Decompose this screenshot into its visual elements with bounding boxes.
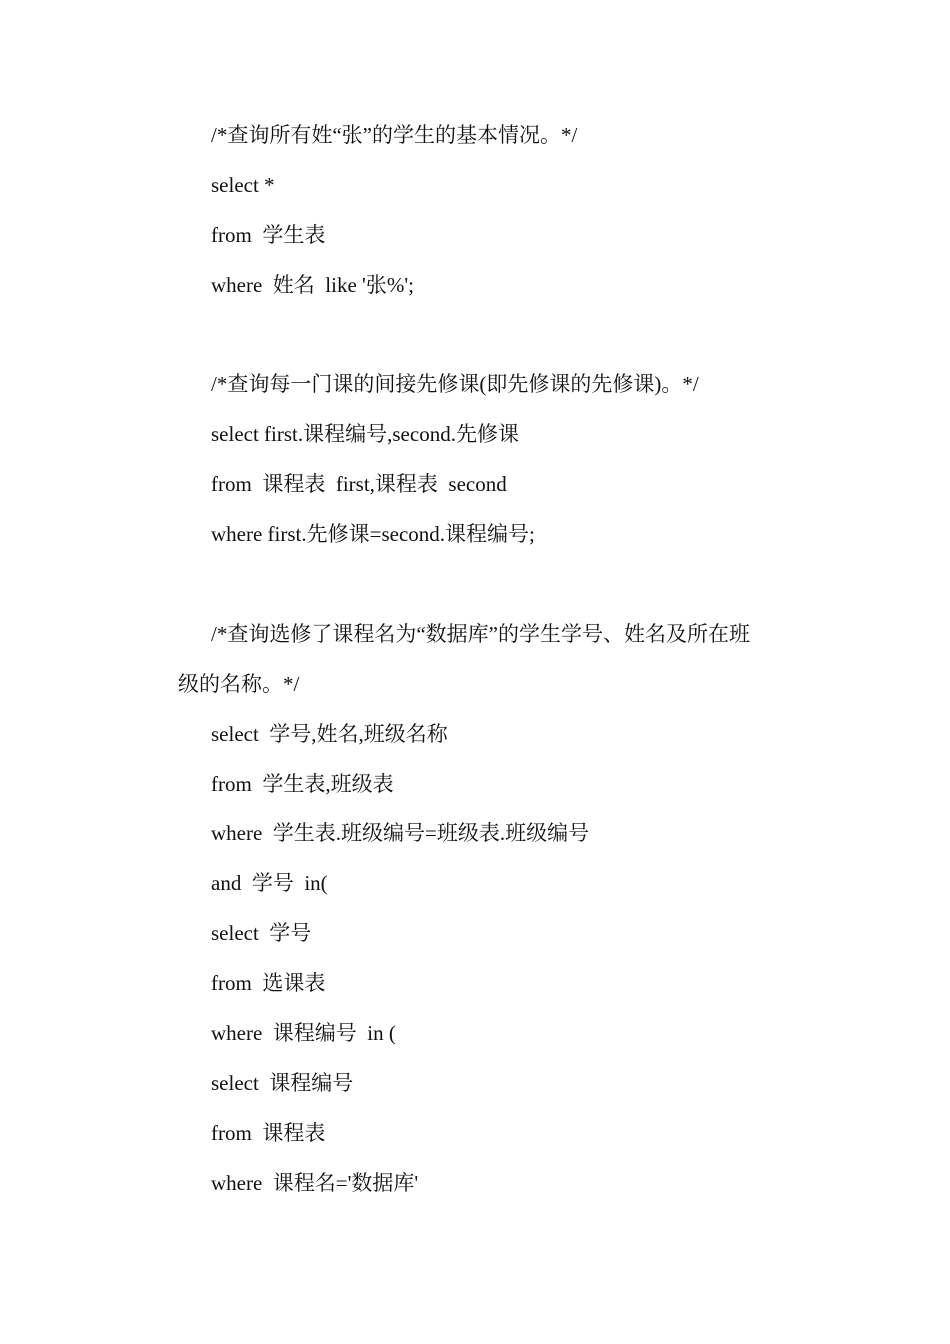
sql-line: from 学生表,班级表: [211, 771, 394, 796]
sql-line: where first.先修课=second.课程编号;: [211, 522, 535, 547]
sql-line: from 选课表: [211, 971, 326, 996]
sql-comment-line: /*查询所有姓“张”的学生的基本情况。*/: [211, 123, 578, 147]
sql-line: select 学号,姓名,班级名称: [211, 721, 448, 746]
query-block-2: [178, 360, 818, 560]
query-block-3: [178, 610, 818, 1209]
sql-line: select 课程编号: [211, 1070, 354, 1095]
blank-line: [178, 311, 818, 361]
sql-line: from 课程表 first,课程表 second: [211, 472, 507, 497]
sql-line: select *: [211, 172, 275, 197]
sql-line: from 学生表: [211, 222, 326, 247]
sql-line: and 学号 in(: [211, 871, 328, 896]
sql-line: where 姓名 like '张%';: [211, 272, 414, 297]
sql-comment-line: /*查询选修了课程名为“数据库”的学生学号、姓名及所在班: [211, 621, 750, 646]
sql-comment-line: /*查询每一门课的间接先修课(即先修课的先修课)。*/: [211, 372, 699, 397]
sql-line: where 学生表.班级编号=班级表.班级编号: [211, 821, 590, 846]
sql-line: select first.课程编号,second.先修课: [211, 422, 519, 447]
sql-content: [178, 111, 818, 1209]
query-block-1: [178, 111, 818, 311]
sql-line: where 课程名='数据库': [211, 1170, 419, 1195]
sql-comment-continuation: 级的名称。*/: [178, 671, 300, 696]
sql-line: select 学号: [211, 921, 312, 946]
sql-line: from 课程表: [211, 1120, 326, 1145]
sql-line: where 课程编号 in (: [211, 1021, 396, 1046]
blank-line: [178, 560, 818, 610]
